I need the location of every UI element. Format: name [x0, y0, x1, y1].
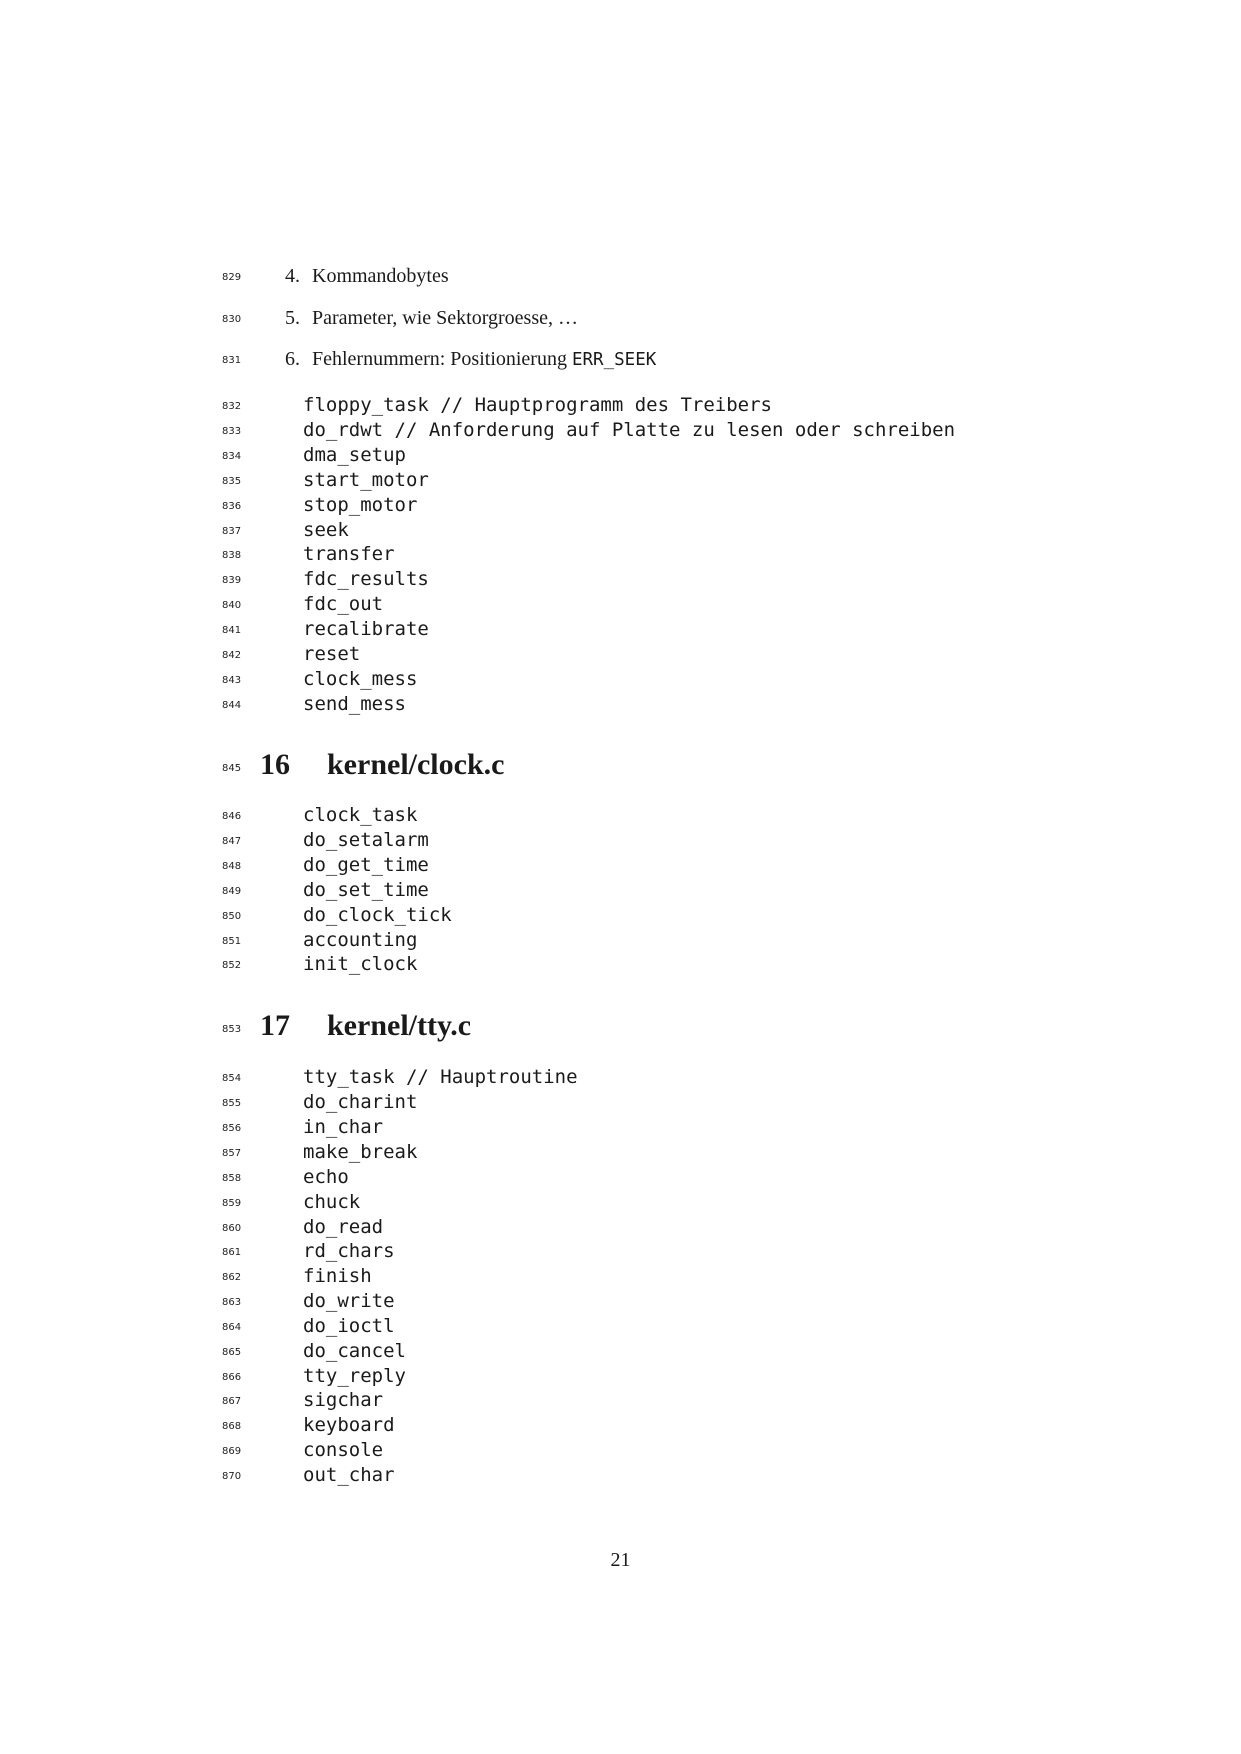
- line-number: 840: [222, 600, 242, 611]
- code-line: [0, 640, 1241, 668]
- enum-text: Kommandobytes: [312, 265, 449, 287]
- code-text: do_set_time: [303, 879, 429, 901]
- section-title: kernel/tty.c: [327, 1009, 472, 1042]
- section-heading-clock: [0, 745, 1241, 785]
- code-text: echo: [303, 1166, 349, 1188]
- line-number: 834: [222, 451, 242, 462]
- code-text: tty_task // Hauptroutine: [303, 1066, 578, 1088]
- code-text: recalibrate: [303, 618, 429, 640]
- code-line: [0, 826, 1241, 854]
- code-line: [0, 901, 1241, 929]
- line-number: 854: [222, 1073, 242, 1084]
- code-line: [0, 801, 1241, 829]
- line-number: 831: [222, 355, 242, 366]
- line-number: 833: [222, 426, 242, 437]
- code-text: rd_chars: [303, 1240, 395, 1262]
- code-line: [0, 876, 1241, 904]
- code-line: [0, 1312, 1241, 1340]
- code-line: [0, 1088, 1241, 1116]
- page-number: 21: [610, 1549, 631, 1571]
- code-line: [0, 1386, 1241, 1414]
- line-number: 835: [222, 476, 242, 487]
- section-number: 16: [260, 748, 290, 781]
- code-text: clock_mess: [303, 668, 418, 690]
- line-number: 858: [222, 1173, 242, 1184]
- enum-marker: 6.: [285, 348, 300, 370]
- line-number: 844: [222, 700, 242, 711]
- code-line: [0, 1138, 1241, 1166]
- line-number: 860: [222, 1223, 242, 1234]
- code-line: [0, 391, 1241, 419]
- line-number: 842: [222, 650, 242, 661]
- line-number: 862: [222, 1272, 242, 1283]
- line-number: 843: [222, 675, 242, 686]
- line-number: 832: [222, 401, 242, 412]
- code-line: [0, 690, 1241, 718]
- line-number: 867: [222, 1396, 242, 1407]
- line-number: 868: [222, 1421, 242, 1432]
- code-text: do_write: [303, 1290, 395, 1312]
- code-line: [0, 1188, 1241, 1216]
- code-line: [0, 1436, 1241, 1464]
- code-line: [0, 565, 1241, 593]
- line-number: 838: [222, 550, 242, 561]
- code-text: do_rdwt // Anforderung auf Platte zu lesen oder schreiben: [303, 419, 956, 441]
- enum-text: Fehlernummern: Positionierung ERR_SEEK: [312, 348, 657, 370]
- code-text: do_read: [303, 1216, 384, 1238]
- line-number: 865: [222, 1347, 242, 1358]
- code-line: [0, 1063, 1241, 1091]
- line-number: 851: [222, 936, 242, 947]
- line-number: 830: [222, 314, 242, 325]
- line-number: 847: [222, 836, 242, 847]
- enum-marker: 4.: [285, 265, 300, 287]
- line-number: 866: [222, 1372, 242, 1383]
- line-number: 849: [222, 886, 242, 897]
- line-number: 841: [222, 625, 242, 636]
- enum-item: [0, 262, 1241, 290]
- code-literal: ERR_SEEK: [571, 350, 657, 370]
- code-line: [0, 416, 1241, 444]
- code-text: do_cancel: [303, 1340, 406, 1362]
- line-number: 837: [222, 526, 242, 537]
- code-text: tty_reply: [303, 1365, 406, 1387]
- line-number: 864: [222, 1322, 242, 1333]
- code-line: [0, 1262, 1241, 1290]
- code-text: do_setalarm: [303, 829, 429, 851]
- line-number: 839: [222, 575, 242, 586]
- code-line: [0, 540, 1241, 568]
- code-line: [0, 851, 1241, 879]
- code-line: [0, 491, 1241, 519]
- line-number: 861: [222, 1247, 242, 1258]
- line-number: 829: [222, 272, 242, 283]
- code-text: chuck: [303, 1191, 361, 1213]
- code-text: do_clock_tick: [303, 904, 452, 926]
- code-line: [0, 665, 1241, 693]
- enum-item: [0, 345, 1241, 373]
- code-text: dma_setup: [303, 444, 406, 466]
- line-number: 869: [222, 1446, 242, 1457]
- code-text: clock_task: [303, 804, 418, 826]
- code-line: [0, 1411, 1241, 1439]
- line-number: 853: [222, 1024, 242, 1035]
- code-text: fdc_out: [303, 593, 384, 615]
- section-heading-tty: [0, 1006, 1241, 1046]
- code-text: transfer: [303, 543, 395, 565]
- code-text: make_break: [303, 1141, 418, 1163]
- line-number: 845: [222, 763, 242, 774]
- code-text: keyboard: [303, 1414, 395, 1436]
- code-text: do_charint: [303, 1091, 418, 1113]
- code-text: init_clock: [303, 953, 418, 975]
- line-number: 855: [222, 1098, 242, 1109]
- code-line: [0, 466, 1241, 494]
- line-number: 856: [222, 1123, 242, 1134]
- enum-text: Parameter, wie Sektorgroesse, …: [312, 307, 578, 329]
- line-number: 850: [222, 911, 242, 922]
- line-number: 852: [222, 960, 242, 971]
- code-line: [0, 1287, 1241, 1315]
- code-text: console: [303, 1439, 384, 1461]
- section-title: kernel/clock.c: [327, 748, 505, 781]
- line-number: 846: [222, 811, 242, 822]
- code-text: start_motor: [303, 469, 429, 491]
- line-number: 857: [222, 1148, 242, 1159]
- code-line: [0, 615, 1241, 643]
- code-text: stop_motor: [303, 494, 418, 516]
- line-number: 836: [222, 501, 242, 512]
- code-text: out_char: [303, 1464, 395, 1486]
- section-number: 17: [260, 1009, 290, 1042]
- line-number: 859: [222, 1198, 242, 1209]
- line-number: 863: [222, 1297, 242, 1308]
- code-line: [0, 1113, 1241, 1141]
- code-line: [0, 441, 1241, 469]
- code-text: sigchar: [303, 1389, 384, 1411]
- code-text: accounting: [303, 929, 418, 951]
- code-line: [0, 1461, 1241, 1489]
- code-line: [0, 1337, 1241, 1365]
- line-number: 870: [222, 1471, 242, 1482]
- code-text: do_get_time: [303, 854, 429, 876]
- code-text: in_char: [303, 1116, 384, 1138]
- code-line: [0, 590, 1241, 618]
- code-line: [0, 950, 1241, 978]
- code-text: do_ioctl: [303, 1315, 395, 1337]
- code-line: [0, 1237, 1241, 1265]
- code-text: reset: [303, 643, 361, 665]
- enum-marker: 5.: [285, 307, 300, 329]
- code-line: [0, 1163, 1241, 1191]
- code-text: seek: [303, 519, 349, 541]
- code-text: finish: [303, 1265, 372, 1287]
- enum-item: [0, 304, 1241, 332]
- code-text: fdc_results: [303, 568, 429, 590]
- code-text: floppy_task // Hauptprogramm des Treibers: [303, 394, 772, 416]
- code-text: send_mess: [303, 693, 406, 715]
- line-number: 848: [222, 861, 242, 872]
